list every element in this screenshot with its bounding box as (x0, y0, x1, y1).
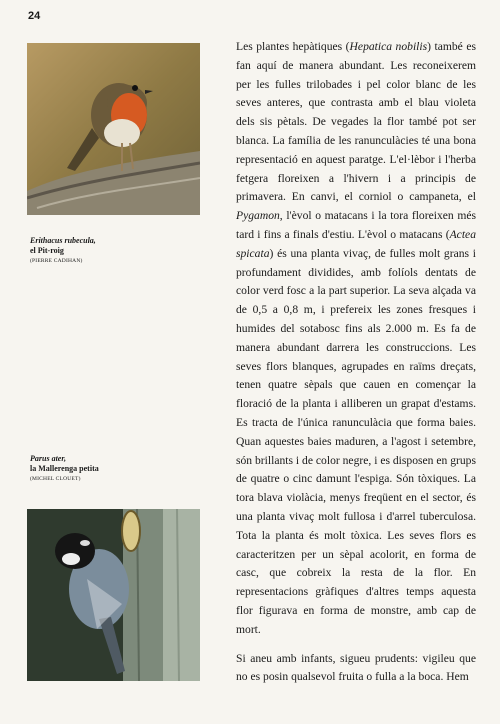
coal-tit-photo (27, 509, 200, 681)
text-segment: Les plantes hepàtiques ( (236, 40, 350, 53)
article-body (236, 38, 476, 687)
italic-text-segment: Hepatica nobilis (349, 40, 428, 53)
text-segment: Si aneu amb infants, sigueu prudents: vigileu que no es posin qualsevol fruita o fulla a la boca. Hem (236, 651, 476, 684)
caption-species: Parus ater, (30, 454, 67, 463)
page-number: 24 (28, 10, 41, 22)
caption-common-name: el Pit-roig (30, 246, 64, 255)
paragraph (236, 650, 476, 688)
paragraph (236, 38, 476, 640)
caption-species: Erithacus rubecula, (30, 236, 96, 245)
italic-text-segment: Actea spicata (236, 227, 476, 260)
coal-tit-caption (30, 454, 200, 484)
italic-text-segment: Pygamon (236, 209, 280, 223)
robin-photo (27, 43, 200, 215)
text-segment: , l'èvol o matacans i la tora floreixen més tard i fins a finals d'estiu. L'èvol o matacans ( (236, 209, 476, 241)
text-segment: ) és una planta vivaç, de fulles molt grans i profundament dividides, amb folíols dentats de color verd fosc a la part superior. La seva alçada va de 0,5 a 0,8 m, i prefereix les zones fresques i humides del sotabosc fins als 2.000 m. Es fa de manera abundant darrera les construccions. Les seves flors blanques, agrupades en raïms dreçats, tenen quatre sèpals que cauen en començar la floració de la planta i alliberen un grapat d'estams. Es tracta de l'única ranunculàcia que forma baies. Quan aquestes baies maduren, a l'agost i setembre, són brillants i de color negre, i es disposen en grups de quatre o cinc damunt l'espiga. Són tòxiques. La tora blava violàcia, menys freqüent en el sector, és una planta vivaç molt fullosa i d'arrel tuberculosa. Tota la planta és molt tòxica. Les seves flors es caracteritzen per un sèpal acolorit, en forma de casc, que cobreix la resta de la flor. En representacions gràfiques d'altres temps aquesta flor figurava en forma de monstre, amb cap de mort. (236, 246, 476, 636)
caption-photo-credit: (MICHEL CLOUET) (30, 476, 81, 482)
caption-photo-credit: (PIERRE CADIHAN) (30, 258, 83, 264)
text-segment: ) també es fan aquí de manera abundant. Les reconeixerem per les fulles trilobades i pel color blanc de les seves anteres, que contrasta amb el blau violeta dels sis pètals. De vegades la flor també pot ser blanca. La família de les ranunculàcies té una bona representació en aquest paratge. L'el·lèbor i l'herba fetgera floreixen a l'hivern i a principis de primavera. En canvi, el corniol o campaneta, el (236, 40, 476, 204)
caption-common-name: la Mallerenga petita (30, 464, 99, 473)
robin-caption (30, 236, 200, 266)
